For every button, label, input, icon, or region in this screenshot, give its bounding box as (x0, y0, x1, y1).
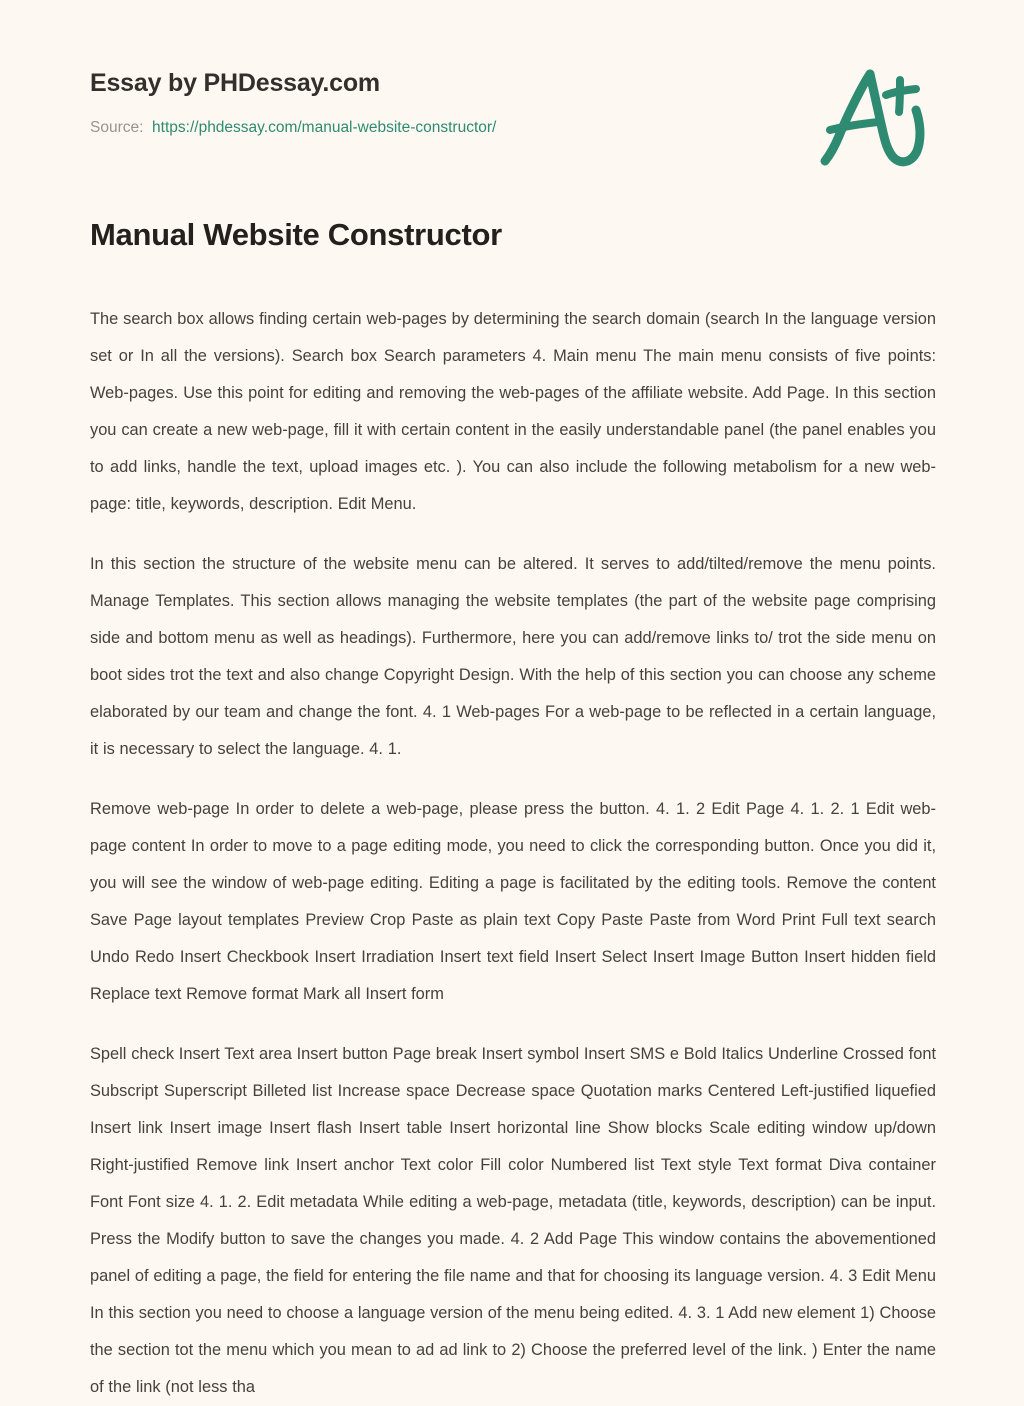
article (90, 216, 936, 1406)
article-paragraph: Spell check Insert Text area Insert button Page break Insert symbol Insert SMS e Bold Italics Underline Crossed font Subscript Superscript Billeted list Increase space Decrease space Quotation marks Centered Left-justified liquefied Insert link Insert image Insert flash Insert table Insert horizontal line Show blocks Scale editing window up/down Right-justified Remove link Insert anchor Text color Fill color Numbered list Text style Text format Diva container Font Font size 4. 1. 2. Edit metadata While editing a web-page, metadata (title, keywords, description) can be input. Press the Modify button to save the changes you made. 4. 2 Add Page This window contains the abovementioned panel of editing a page, the field for entering the file name and that for choosing its language version. 4. 3 Edit Menu In this section you need to choose a language version of the menu being edited. 4. 3. 1 Add new element 1) Choose the section tot the menu which you mean to ad ad link to 2) Choose the preferred level of the link. ) Enter the name of the link (not less tha (90, 1044, 937, 1396)
brand-block (90, 68, 730, 138)
source-line (90, 119, 730, 138)
a-plus-logo-icon (812, 66, 934, 170)
source-url-link[interactable]: https://phdessay.com/manual-website-constructor/ (152, 119, 497, 136)
page-header (0, 0, 1024, 200)
article-body (90, 301, 936, 1406)
article-paragraph: The search box allows finding certain web-pages by determining the search domain (search In the language version set or In all the versions). Search box Search parameters 4. Main menu The main menu consists of five points: Web-pages. Use this point for editing and removing the web-pages of the affiliate website. Add Page. In this section you can create a new web-page, fill it with certain content in the easily understandable panel (the panel enables you to add links, handle the text, upload images etc. ). You can also include the following metabolism for a new web-page: title, keywords, description. Edit Menu. (90, 309, 936, 513)
page-title: Manual Website Constructor (90, 217, 502, 252)
a-plus-logo-svg (812, 66, 934, 170)
brand-title: Essay by PHDessay.com (90, 69, 380, 97)
article-paragraph: Remove web-page In order to delete a web-page, please press the button. 4. 1. 2 Edit Page 4. 1. 2. 1 Edit web-page content In order to move to a page editing mode, you need to click the corresponding button. Once you did it, you will see the window of web-page editing. Editing a page is facilitated by the editing tools. Remove the content Save Page layout templates Preview Crop Paste as plain text Copy Paste Paste from Word Print Full text search Undo Redo Insert Checkbook Insert Irradiation Insert text field Insert Select Insert Image Button Insert hidden field Replace text Remove format Mark all Insert form (90, 799, 936, 1003)
source-label: Source: (90, 119, 144, 136)
article-paragraph: In this section the structure of the website menu can be altered. It serves to add/tilted/remove the menu points. Manage Templates. This section allows managing the website templates (the part of the website page comprising side and bottom menu as well as headings). Furthermore, here you can add/remove links to/ trot the side menu on boot sides trot the text and also change Copyright Design. With the help of this section you can choose any scheme elaborated by our team and change the font. 4. 1 Web-pages For a web-page to be reflected in a certain language, it is necessary to select the language. 4. 1. (90, 554, 936, 758)
